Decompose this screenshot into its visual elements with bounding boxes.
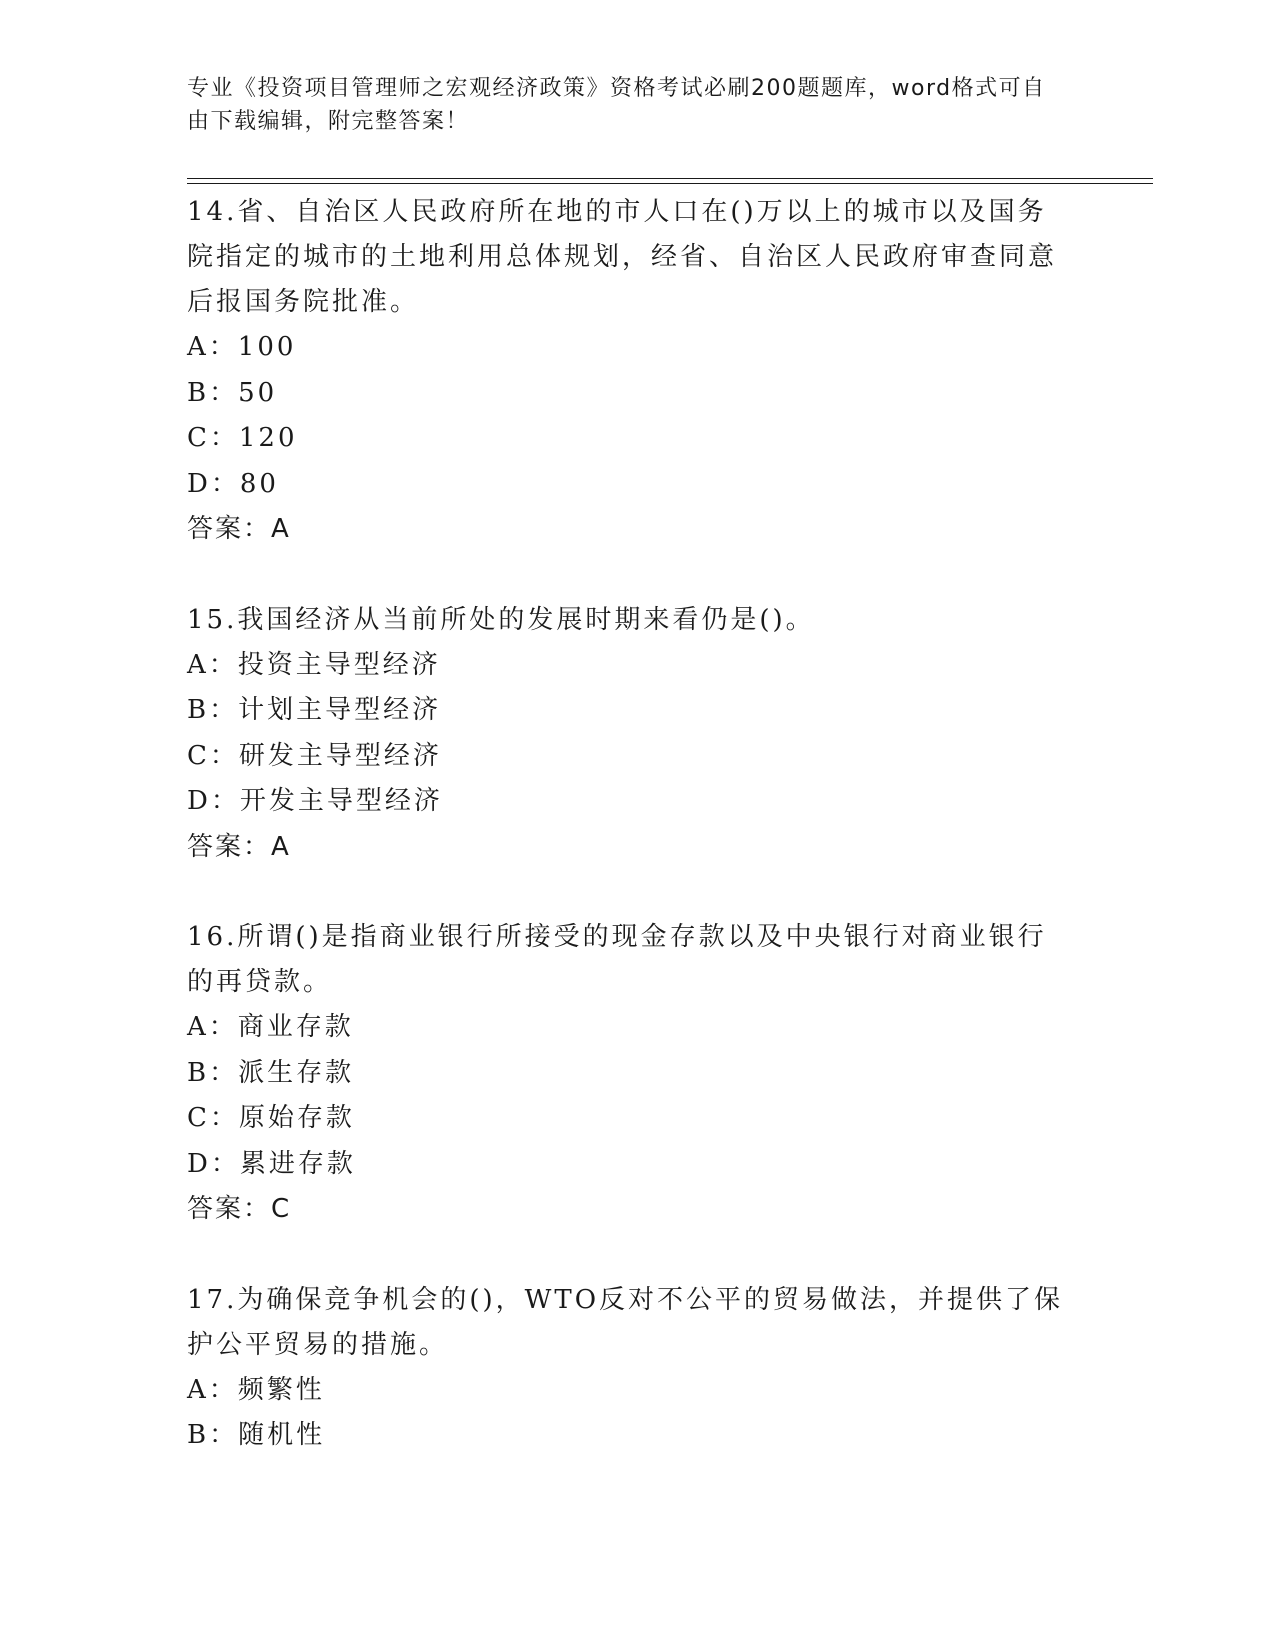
answer: 答案：A [187, 514, 291, 544]
option-d: D：累进存款 [187, 1148, 356, 1179]
document-header [187, 72, 1067, 138]
question-text [187, 1278, 1067, 1368]
option-b: B：派生存款 [187, 1057, 355, 1088]
question-body: 省、自治区人民政府所在地的市人口在()万以上的城市以及国务院指定的城市的土地利用总体规划，经省、自治区人民政府审查同意后报国务院批准。 [187, 197, 1058, 317]
option-b: B：50 [187, 377, 278, 408]
question-body: 我国经济从当前所处的发展时期来看仍是()。 [237, 604, 815, 635]
option-a: A：100 [187, 332, 297, 362]
option-d: D：开发主导型经济 [187, 786, 443, 816]
answer: 答案：A [187, 831, 291, 862]
question-number: 16. [187, 922, 238, 952]
question-number: 17. [187, 1284, 238, 1315]
question-text [187, 190, 1067, 325]
option-a: A：频繁性 [187, 1374, 325, 1405]
answer: 答案：C [187, 1194, 292, 1224]
option-c: C：研发主导型经济 [187, 740, 442, 771]
option-b: B：计划主导型经济 [187, 695, 442, 725]
question-number: 14. [187, 197, 238, 227]
question-14 [187, 190, 1087, 553]
option-a: A：投资主导型经济 [187, 649, 441, 680]
question-17 [187, 1278, 1087, 1459]
header-title: 专业《投资项目管理师之宏观经济政策》资格考试必刷200题题库，word格式可自由下载编辑，附完整答案！ [187, 76, 1046, 134]
option-c: C：原始存款 [187, 1103, 355, 1133]
question-body: 所谓()是指商业银行所接受的现金存款以及中央银行对商业银行的再贷款。 [187, 922, 1047, 997]
option-b: B：随机性 [187, 1420, 326, 1450]
option-c: C：120 [187, 423, 298, 453]
option-d: D：80 [187, 468, 279, 499]
question-number: 15. [187, 604, 238, 635]
question-body: 为确保竞争机会的()，WTO反对不公平的贸易做法，并提供了保护公平贸易的措施。 [187, 1284, 1064, 1360]
header-divider-top [187, 178, 1153, 179]
option-a: A：商业存款 [187, 1012, 354, 1042]
question-15 [187, 598, 1087, 871]
header-divider-bottom [187, 183, 1153, 184]
question-text [187, 598, 1067, 643]
question-16 [187, 915, 1087, 1233]
question-list [187, 190, 1087, 1459]
question-text [187, 915, 1067, 1005]
